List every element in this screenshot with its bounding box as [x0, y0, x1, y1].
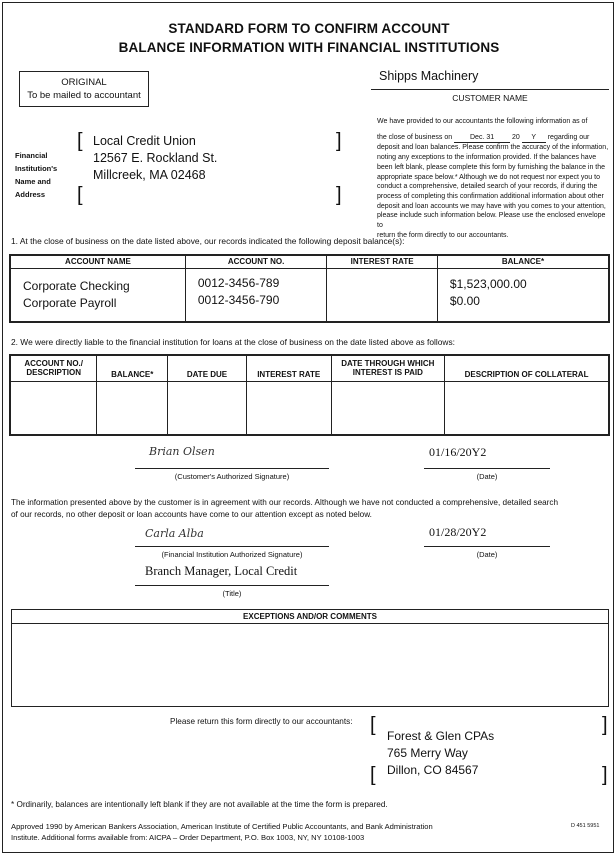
institution-address — [93, 133, 217, 184]
institution-name: Local Credit Union — [93, 134, 196, 148]
customer-name-value: Shipps Machinery — [379, 69, 479, 83]
institution-label: Financial Institution's Name and Address — [15, 151, 58, 199]
intro-year: Y — [522, 133, 546, 144]
institution-bracket-open-bottom: [ — [77, 184, 83, 206]
customer-signature-line — [135, 468, 329, 469]
return-bracket-open-bottom: [ — [370, 764, 376, 786]
loan-cell — [168, 381, 247, 435]
customer-signature-label: (Customer's Authorized Signature) — [174, 472, 290, 481]
customer-name-label: CUSTOMER NAME — [452, 93, 528, 103]
institution-date-line — [424, 546, 550, 547]
intro-date: Dec. 31 — [454, 133, 510, 144]
return-city: Dillon, CO 84567 — [387, 763, 479, 777]
table-row: Corporate Payroll — [23, 295, 117, 310]
return-name: Forest & Glen CPAs — [387, 729, 495, 743]
deposit-header-rate: INTEREST RATE — [327, 255, 438, 268]
institution-title-value: Branch Manager, Local Credit — [145, 564, 298, 578]
section1-text: 1. At the close of business on the date listed above, our records indicated the following deposit balance(s): — [11, 236, 405, 246]
customer-signature-date: 01/16/20Y2 — [429, 445, 487, 459]
customer-date-label: (Date) — [476, 472, 498, 481]
institution-bracket-close-bottom: ] — [336, 184, 342, 206]
loan-header-balance: BALANCE* — [97, 355, 168, 381]
loan-cell — [246, 381, 331, 435]
loan-header-collateral: DESCRIPTION OF COLLATERAL — [445, 355, 609, 381]
customer-date-line — [424, 468, 550, 469]
return-bracket-close-bottom: ] — [602, 764, 608, 786]
confirmation-form — [2, 2, 614, 853]
deposit-balances: $1,523,000.00 $0.00 — [437, 268, 609, 322]
loan-cell — [97, 381, 168, 435]
loan-header-account: ACCOUNT NO./ DESCRIPTION — [10, 355, 97, 381]
original-label: ORIGINAL — [61, 77, 107, 88]
institution-signature-line — [135, 546, 329, 547]
deposit-interest-rates — [327, 268, 438, 322]
exceptions-box — [11, 609, 609, 707]
institution-signature-label: (Financial Institution Authorized Signature) — [161, 550, 303, 559]
exceptions-header: EXCEPTIONS AND/OR COMMENTS — [12, 610, 608, 624]
loan-cell — [331, 381, 445, 435]
loan-cell — [10, 381, 97, 435]
institution-bracket-open-top: [ — [77, 130, 83, 152]
agreement-text: The information presented above by the customer is in agreement with our records. Although we have not conducted a comprehensive, detailed search of our records, no other deposit or loan accounts have come to our attention except as noted below. — [11, 498, 559, 519]
deposit-table — [9, 254, 610, 323]
intro-paragraph: We have provided to our accountants the following information as of the close of business on Dec. 31 20 Y regarding our deposit and loan balances. Please confirm the accuracy of the information, noting any exceptions to the information provided. If the balances have been left blank, please complete this form by furnishing the balance in the appropriate space below.* Although we do not request nor expect you to conduct a comprehensive, detailed search of your records, if during the process of completing this confirmation additional information about other deposit and loan accounts we may have with you comes to your attention, please include such information below. Please use the enclosed envelope to return the form directly to our accountants. — [377, 118, 609, 239]
institution-bracket-close-top: ] — [336, 130, 342, 152]
institution-street: 12567 E. Rockland St. — [93, 151, 218, 165]
table-row: Corporate Checking — [23, 278, 130, 293]
section2-text: 2. We were directly liable to the financial institution for loans at the close of business on the date listed above as follows: — [11, 337, 455, 347]
deposit-header-name: ACCOUNT NAME — [10, 255, 185, 268]
return-bracket-open-top: [ — [370, 714, 376, 736]
loan-header-date-through: DATE THROUGH WHICH INTEREST IS PAID — [331, 355, 445, 381]
footnote: * Ordinarily, balances are intentionally left blank if they are not available at the time the form is prepared. — [11, 800, 388, 809]
institution-city: Millcreek, MA 02468 — [93, 168, 206, 182]
institution-title-label: (Title) — [222, 589, 242, 598]
customer-name-line — [371, 89, 609, 90]
deposit-account-numbers: 0012-3456-789 0012-3456-790 — [185, 268, 326, 322]
customer-signature: Brian Olsen — [149, 445, 215, 458]
form-title-line1: STANDARD FORM TO CONFIRM ACCOUNT — [168, 21, 450, 36]
deposit-account-names — [10, 268, 185, 322]
return-street: 765 Merry Way — [387, 746, 468, 760]
institution-signature: Carla Alba — [145, 527, 204, 540]
original-box — [19, 71, 149, 107]
loan-table — [9, 354, 610, 436]
loan-header-interest-rate: INTEREST RATE — [246, 355, 331, 381]
original-sublabel: To be mailed to accountant — [27, 90, 141, 101]
deposit-header-balance: BALANCE* — [437, 255, 609, 268]
institution-title-line — [135, 585, 329, 586]
institution-signature-date: 01/28/20Y2 — [429, 525, 487, 539]
deposit-header-number: ACCOUNT NO. — [185, 255, 326, 268]
form-title-line2: BALANCE INFORMATION WITH FINANCIAL INSTITUTIONS — [118, 40, 500, 55]
institution-date-label: (Date) — [476, 550, 498, 559]
loan-cell — [445, 381, 609, 435]
return-address — [387, 728, 494, 779]
form-number: D 451 5951 — [571, 823, 600, 829]
return-text: Please return this form directly to our accountants: — [170, 717, 353, 726]
approval-text: Approved 1990 by American Bankers Association, American Institute of Certified Public Accountants, and Bank Administration Institute. Additional forms available from: AICPA – Order Department, P.O. Box 1003, NY, NY 10108-1003 — [11, 822, 433, 842]
loan-header-date-due: DATE DUE — [168, 355, 247, 381]
return-bracket-close-top: ] — [602, 714, 608, 736]
